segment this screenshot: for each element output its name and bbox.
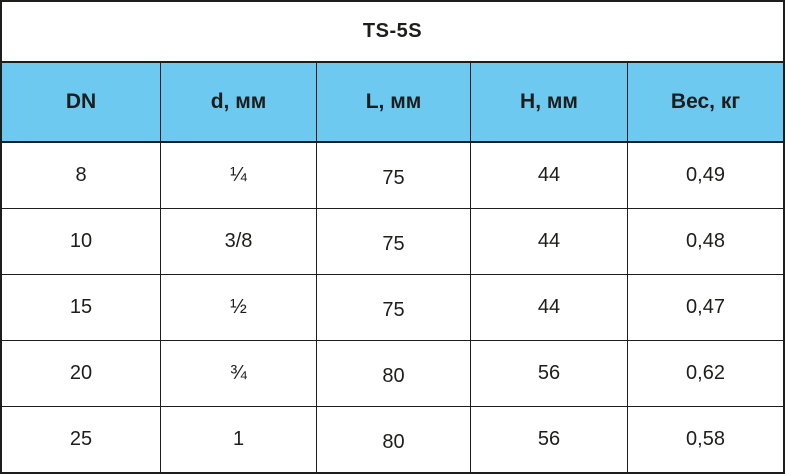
cell-dn: 8 xyxy=(2,143,161,208)
cell-h: 44 xyxy=(471,275,628,340)
cell-weight: 0,47 xyxy=(686,296,725,318)
column-header-l: L, мм xyxy=(317,63,471,141)
cell-l: 75 xyxy=(317,143,471,208)
cell-dn: 25 xyxy=(2,407,161,472)
table-row xyxy=(2,209,783,275)
column-header-dn: DN xyxy=(2,63,161,141)
cell-d: ¼ xyxy=(161,143,317,208)
cell-dn: 10 xyxy=(2,209,161,274)
table-row xyxy=(2,407,783,472)
cell-d: ½ xyxy=(161,275,317,340)
cell-h: 44 xyxy=(471,209,628,274)
table-row xyxy=(2,275,783,341)
cell-d: 3/8 xyxy=(161,209,317,274)
column-header-weight: Вес, кг xyxy=(670,90,741,113)
cell-l: 80 xyxy=(317,407,471,472)
cell-weight: 0,48 xyxy=(686,230,725,252)
cell-h: 56 xyxy=(471,341,628,406)
table-row xyxy=(2,143,783,209)
cell-h: 44 xyxy=(471,143,628,208)
table-row xyxy=(2,341,783,407)
cell-dn: 20 xyxy=(2,341,161,406)
cell-h: 56 xyxy=(471,407,628,472)
table-title: TS-5S xyxy=(2,2,783,63)
cell-weight: 0,58 xyxy=(686,428,725,450)
cell-d: 1 xyxy=(161,407,317,472)
cell-l: 75 xyxy=(317,275,471,340)
cell-l: 80 xyxy=(317,341,471,406)
cell-weight: 0,49 xyxy=(686,164,725,186)
cell-l: 75 xyxy=(317,209,471,274)
column-header-h: H, мм xyxy=(471,63,628,141)
cell-dn: 15 xyxy=(2,275,161,340)
column-header-d: d, мм xyxy=(161,63,317,141)
cell-d: ¾ xyxy=(161,341,317,406)
cell-weight: 0,62 xyxy=(686,362,725,384)
table-header-row xyxy=(2,63,783,143)
